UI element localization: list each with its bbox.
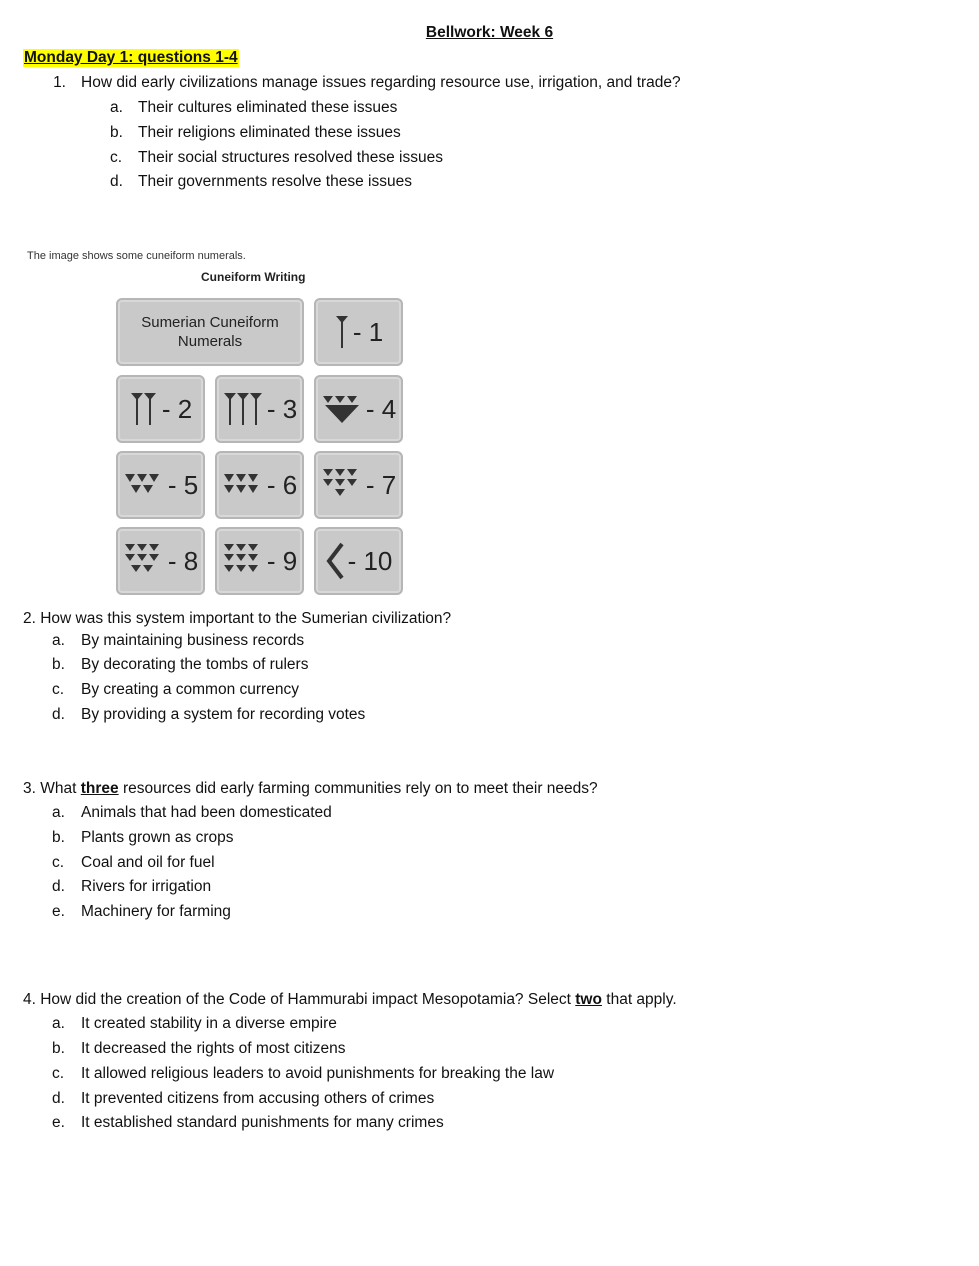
q4-option-e: It established standard punishments for many crimes — [81, 1114, 444, 1131]
q2-option-b: By decorating the tombs of rulers — [81, 656, 309, 673]
day-label: Monday Day 1: questions 1-4 — [24, 49, 238, 66]
q2-option-d: By providing a system for recording votes — [81, 706, 366, 723]
numeral-tile-2 — [116, 375, 205, 443]
numeral-10-label: - 10 — [347, 545, 393, 576]
cuneiform-6-glyph — [222, 468, 264, 502]
q3-option-c-letter: c. — [52, 854, 65, 871]
q3-prefix: 3. What — [23, 780, 77, 797]
q4-emphasis: two — [575, 991, 602, 1008]
numeral-tile-10 — [314, 527, 403, 595]
cuneiform-2-glyph — [129, 390, 159, 428]
q1-option-d: Their governments resolve these issues — [138, 173, 412, 190]
q1-option-b: Their religions eliminated these issues — [138, 124, 401, 141]
q2-option-c: By creating a common currency — [81, 681, 299, 698]
q2-option-a: By maintaining business records — [81, 632, 305, 649]
numeral-6-label: - 6 — [266, 469, 298, 500]
numeral-3-label: - 3 — [266, 393, 298, 424]
q4-suffix: that apply. — [606, 991, 677, 1008]
q2-text: 2. How was this system important to the Sumerian civilization? — [23, 610, 452, 627]
q4-option-b: It decreased the rights of most citizens — [81, 1040, 346, 1057]
q1-option-c-letter: c. — [110, 149, 123, 166]
q1-option-c: Their social structures resolved these issues — [138, 149, 443, 166]
numeral-2-label: - 2 — [161, 393, 193, 424]
q1-option-a-letter: a. — [110, 99, 123, 116]
q2-option-d-letter: d. — [52, 706, 65, 723]
q2-option-b-letter: b. — [52, 656, 65, 673]
q4-text — [23, 991, 677, 1009]
cuneiform-7-glyph — [321, 466, 363, 504]
numeral-4-label: - 4 — [365, 393, 397, 424]
q3-option-b-letter: b. — [52, 829, 65, 846]
numeral-tile-7 — [314, 451, 403, 519]
page-title: Bellwork: Week 6 — [425, 24, 554, 41]
numeral-1-label: - 1 — [352, 316, 384, 347]
figure-title: Cuneiform Writing — [201, 270, 306, 284]
numeral-tile-9 — [215, 527, 304, 595]
numerals-header-line2: Numerals — [177, 333, 243, 350]
q4-option-d-letter: d. — [52, 1090, 65, 1107]
cuneiform-1-glyph — [334, 313, 350, 351]
numeral-tile-1 — [314, 298, 403, 366]
numerals-header-line1: Sumerian Cuneiform — [141, 314, 279, 331]
cuneiform-4-glyph — [321, 392, 363, 426]
numeral-tile-8 — [116, 527, 205, 595]
q1-number: 1. — [53, 74, 66, 91]
q4-option-c-letter: c. — [52, 1065, 65, 1082]
numeral-5-label: - 5 — [167, 469, 199, 500]
q1-option-d-letter: d. — [110, 173, 123, 190]
q3-option-c: Coal and oil for fuel — [81, 854, 215, 871]
numerals-header-tile — [116, 298, 304, 366]
cuneiform-10-glyph — [325, 541, 345, 581]
cuneiform-3-glyph — [222, 390, 264, 428]
q2-option-a-letter: a. — [52, 632, 65, 649]
cuneiform-5-glyph — [123, 468, 165, 502]
numeral-tile-6 — [215, 451, 304, 519]
numeral-tile-5 — [116, 451, 205, 519]
q3-emphasis: three — [80, 780, 119, 797]
q4-option-d: It prevented citizens from accusing others of crimes — [81, 1090, 435, 1107]
q4-option-c: It allowed religious leaders to avoid punishments for breaking the law — [81, 1065, 555, 1082]
numeral-tile-3 — [215, 375, 304, 443]
q3-option-e-letter: e. — [52, 903, 65, 920]
figure-caption: The image shows some cuneiform numerals. — [27, 250, 246, 262]
q4-option-a: It created stability in a diverse empire — [81, 1015, 337, 1032]
numeral-8-label: - 8 — [167, 545, 199, 576]
q1-text: How did early civilizations manage issues regarding resource use, irrigation, and trade? — [81, 74, 681, 91]
q3-option-a-letter: a. — [52, 804, 65, 821]
q1-option-a: Their cultures eliminated these issues — [138, 99, 398, 116]
q1-option-b-letter: b. — [110, 124, 123, 141]
numeral-9-label: - 9 — [266, 545, 298, 576]
q4-option-b-letter: b. — [52, 1040, 65, 1057]
q4-option-e-letter: e. — [52, 1114, 65, 1131]
q3-option-a: Animals that had been domesticated — [81, 804, 332, 821]
q3-option-b: Plants grown as crops — [81, 829, 234, 846]
cuneiform-9-glyph — [222, 541, 264, 581]
q4-prefix: 4. How did the creation of the Code of Hammurabi impact Mesopotamia? Select — [23, 991, 571, 1008]
cuneiform-8-glyph — [123, 541, 165, 581]
q3-text — [23, 780, 598, 798]
numeral-7-label: - 7 — [365, 469, 397, 500]
q3-option-e: Machinery for farming — [81, 903, 231, 920]
q3-suffix: resources did early farming communities rely on to meet their needs? — [122, 780, 598, 797]
q2-option-c-letter: c. — [52, 681, 65, 698]
q3-option-d-letter: d. — [52, 878, 65, 895]
numeral-tile-4 — [314, 375, 403, 443]
q4-option-a-letter: a. — [52, 1015, 65, 1032]
q3-option-d: Rivers for irrigation — [81, 878, 212, 895]
